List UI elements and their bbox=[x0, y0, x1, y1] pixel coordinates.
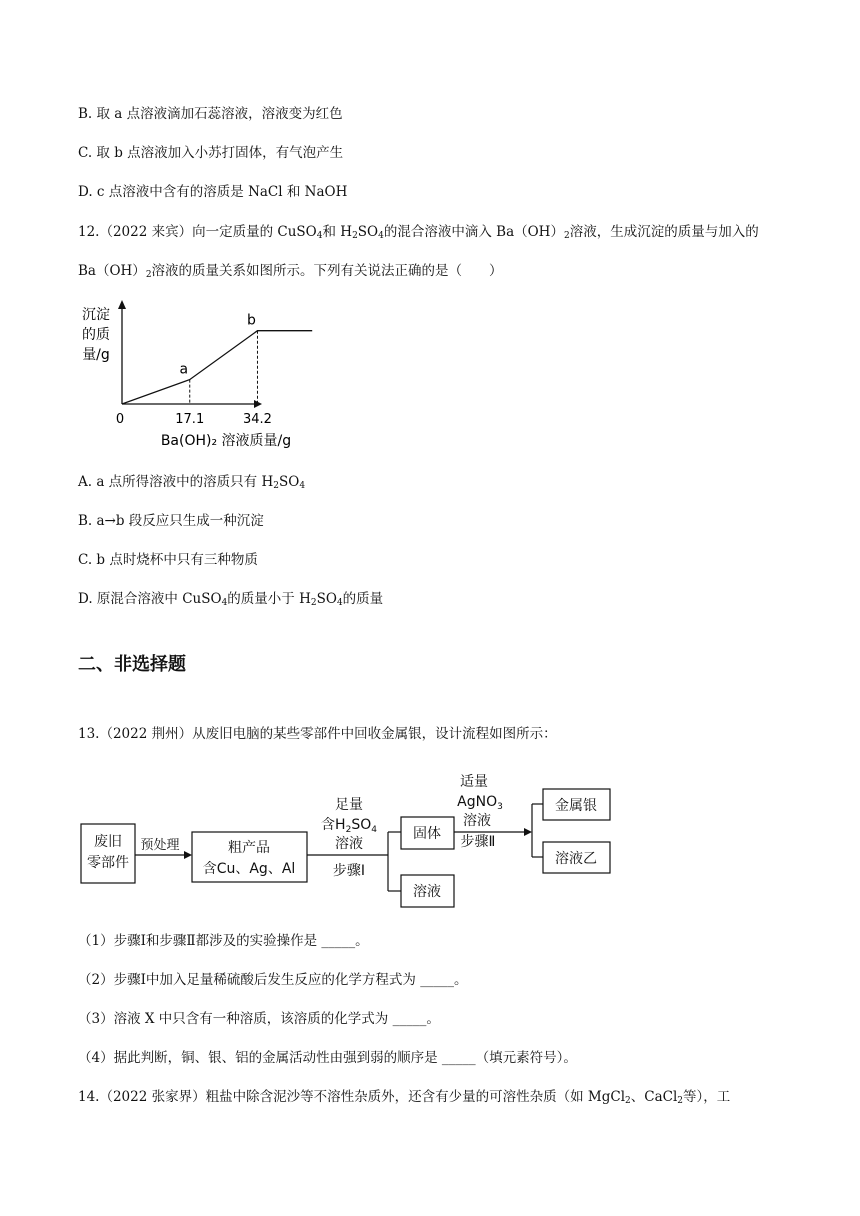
origin-label: 0 bbox=[115, 412, 125, 427]
q13-flowchart bbox=[0, 760, 860, 910]
arrow-step2-head bbox=[524, 828, 532, 836]
q13-sub1: （1）步骤Ⅰ和步骤Ⅱ都涉及的实验操作是 _____。 bbox=[78, 933, 369, 949]
section-title: 二、非选择题 bbox=[78, 654, 186, 675]
reagent1-line3: 溶液 bbox=[335, 836, 363, 852]
q12-option-a: A. a 点所得溶液中的溶质只有 $H_2SO_4$ bbox=[78, 474, 306, 491]
q14-stem: 14.（2022 张家界）粗盐中除含泥沙等不溶性杂质外，还含有少量的可溶性杂质（如 MgCl$_2$、CaCl$_2$等），工 bbox=[78, 1089, 731, 1106]
x-axis-label: Ba(OH)₂ 溶液质量/g bbox=[160, 433, 292, 449]
q13-sub2: （2）步骤Ⅰ中加入足量稀硫酸后发生反应的化学方程式为 _____。 bbox=[78, 972, 468, 988]
x-tick-label: 34.2 bbox=[243, 412, 272, 427]
box-solid-label: 固体 bbox=[413, 826, 441, 842]
box-waste-line2: 零部件 bbox=[87, 855, 129, 871]
x-tick-label: 17.1 bbox=[175, 412, 205, 427]
box-solution-label: 溶液 bbox=[413, 884, 441, 900]
y-axis-label-line: 的质 bbox=[82, 327, 110, 343]
box-crude-line2: 含Cu、Ag、Al bbox=[202, 861, 296, 877]
point-label-a: a bbox=[179, 361, 189, 378]
x-axis-arrow bbox=[254, 400, 262, 408]
reagent2-line3: 溶液 bbox=[463, 813, 491, 829]
y-axis-label-line: 量/g bbox=[82, 347, 110, 363]
label-step1: 步骤Ⅰ bbox=[332, 863, 366, 879]
series-line bbox=[122, 331, 312, 404]
q12-stem-line2: $Ba(OH)_2$溶液的质量关系如图所示。下列有关说法正确的是（ ） bbox=[78, 263, 503, 280]
q11-option-d: D. c 点溶液中含有的溶质是 NaCl 和 NaOH bbox=[78, 184, 348, 200]
box-waste-parts bbox=[81, 824, 135, 883]
q11-option-c: C. 取 b 点溶液加入小苏打固体，有气泡产生 bbox=[78, 145, 344, 161]
q13-stem: 13.（2022 荆州）从废旧电脑的某些零部件中回收金属银，设计流程如图所示： bbox=[78, 726, 557, 742]
chart-ylabel bbox=[82, 307, 110, 363]
label-step2: 步骤Ⅱ bbox=[460, 834, 496, 850]
q13-sub3: （3）溶液 X 中只含有一种溶质，该溶质的化学式为 _____。 bbox=[78, 1011, 440, 1027]
q11-option-b: B. 取 a 点溶液滴加石蕊溶液，溶液变为红色 bbox=[78, 106, 343, 122]
q12-stem-line1: 12.（2022 来宾）向一定质量的 CuSO$_4$和 $H_2SO_4$的混合溶液中滴入 $Ba(OH)_2$溶液，生成沉淀的质量与加入的 bbox=[78, 224, 759, 241]
point-label-b: b bbox=[247, 312, 256, 329]
y-axis-label-line: 沉淀 bbox=[82, 307, 110, 323]
box-waste-line1: 废旧 bbox=[94, 834, 122, 850]
box-crude-line1: 粗产品 bbox=[228, 840, 270, 856]
y-axis-arrow bbox=[118, 300, 126, 309]
reagent2-line1: 适量 bbox=[460, 774, 488, 790]
q12-option-b: B. a→b 段反应只生成一种沉淀 bbox=[78, 513, 264, 529]
arrow-preprocess-head bbox=[184, 851, 192, 859]
q12-option-c: C. b 点时烧杯中只有三种物质 bbox=[78, 552, 258, 568]
q12-option-d: D. 原混合溶液中 CuSO$_4$的质量小于 $H_2SO_4$的质量 bbox=[78, 591, 384, 608]
reagent1-line1: 足量 bbox=[335, 797, 363, 813]
reagent1-line2: 含$H_2SO_4$ bbox=[321, 817, 377, 835]
reagent2-line2: AgNO$_3$ bbox=[457, 794, 503, 812]
precipitate-chart bbox=[76, 295, 336, 455]
q13-sub4: （4）据此判断，铜、银、铝的金属活动性由强到弱的顺序是 _____（填元素符号）。 bbox=[78, 1050, 577, 1066]
box-solution-b-label: 溶液乙 bbox=[555, 851, 597, 867]
label-preprocess: 预处理 bbox=[140, 838, 180, 853]
box-metal-silver-label: 金属银 bbox=[555, 798, 597, 814]
